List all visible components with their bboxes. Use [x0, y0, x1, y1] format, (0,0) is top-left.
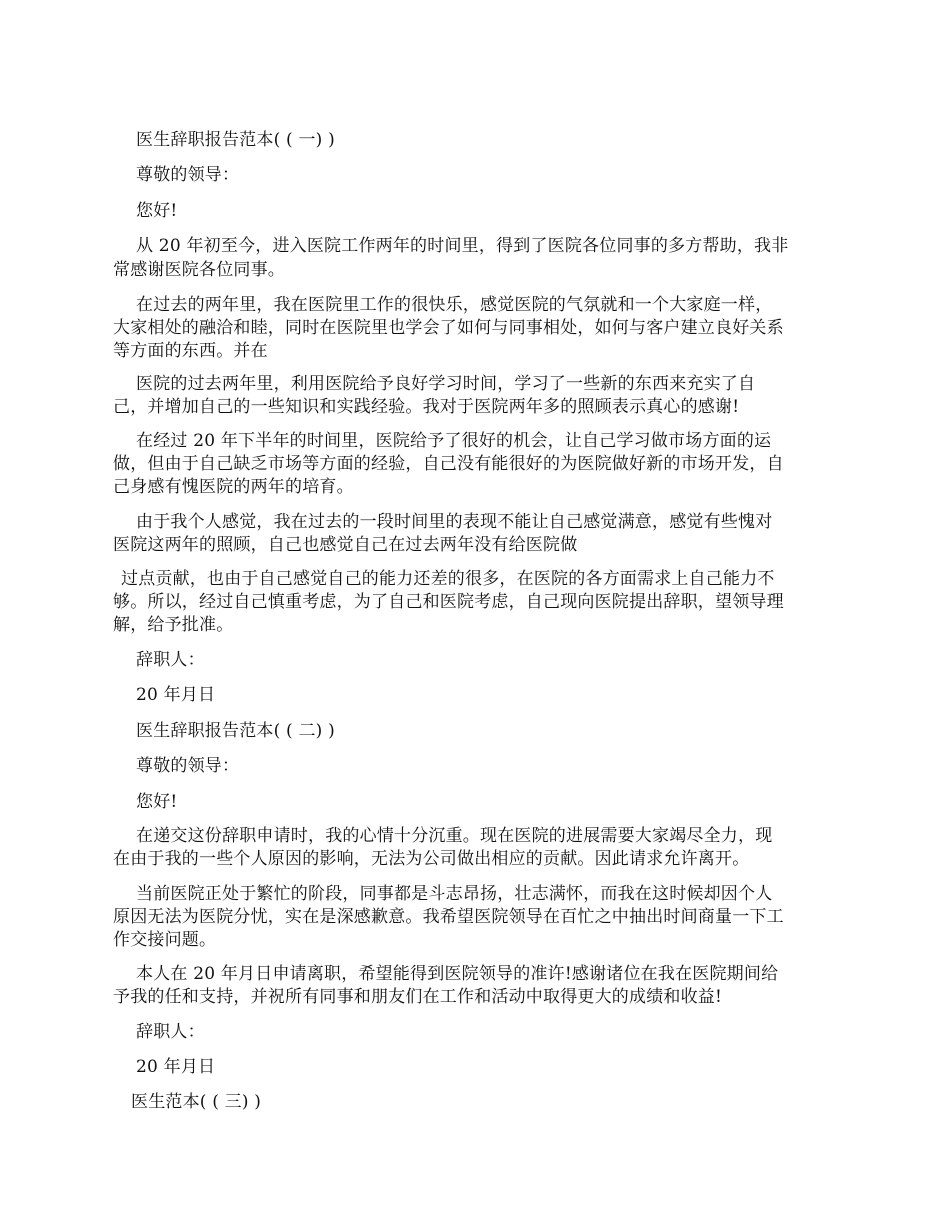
paragraph-line: 己，并增加自己的一些知识和实践经验。我对于医院两年多的照顾表示真心的感谢! — [113, 397, 740, 417]
paragraph-line: 医院的过去两年里，利用医院给予良好学习时间，学习了一些新的东西来充实了自 — [136, 374, 756, 394]
date-line-2: 20 年月日 — [136, 1057, 216, 1077]
date-line-1: 20 年月日 — [136, 685, 216, 705]
paragraph-line: 在由于我的一些个人原因的影响，无法为公司做出相应的贡献。因此请求允许离开。 — [113, 849, 750, 869]
paragraph-line: 在递交这份辞职申请时，我的心情十分沉重。现在医院的进展需要大家竭尽全力，现 — [136, 826, 773, 846]
signature-label-2: 辞职人： — [136, 1022, 205, 1042]
greeting-1: 您好! — [136, 201, 178, 221]
paragraph-line: 作交接问题。 — [113, 930, 217, 950]
paragraph-line: 常感谢医院各位同事。 — [113, 260, 285, 280]
paragraph-line: 己身感有愧医院的两年的培育。 — [113, 477, 354, 497]
section-heading-1: 医生辞职报告范本( ( 一) ) — [136, 130, 335, 150]
paragraph-line: 大家相处的融洽和睦，同时在医院里也学会了如何与同事相处，如何与客户建立良好关系 — [113, 318, 784, 338]
greeting-2: 您好! — [136, 792, 178, 812]
paragraph-line: 解，给予批准。 — [113, 615, 234, 635]
paragraph-line: 做，但由于自己缺乏市场等方面的经验，自己没有能很好的为医院做好新的市场开发，自 — [113, 454, 784, 474]
paragraph-line: 在过去的两年里，我在医院里工作的很快乐，感觉医院的气氛就和一个大家庭一样， — [136, 295, 773, 315]
salutation-2: 尊敬的领导： — [136, 756, 240, 776]
paragraph-line: 从 20 年初至今，进入医院工作两年的时间里，得到了医院各位同事的多方帮助，我非 — [136, 236, 789, 256]
paragraph-line: 原因无法为医院分忧，实在是深感歉意。我希望医院领导在百忙之中抽出时间商量一下工 — [113, 907, 784, 927]
paragraph-line: 予我的任和支持，并祝所有同事和朋友们在工作和活动中取得更大的成绩和收益! — [113, 987, 723, 1007]
salutation-1: 尊敬的领导： — [136, 165, 240, 185]
paragraph-line: 在经过 20 年下半年的时间里，医院给予了很好的机会，让自己学习做市场方面的运 — [136, 431, 772, 451]
signature-label-1: 辞职人： — [136, 650, 205, 670]
paragraph-line: 本人在 20 年月日申请离职，希望能得到医院领导的准许!感谢诸位在我在医院期间给 — [136, 964, 779, 984]
paragraph-line: 由于我个人感觉，我在过去的一段时间里的表现不能让自己感觉满意，感觉有些愧对 — [136, 512, 773, 532]
section-heading-3: 医生范本( ( 三) ) — [131, 1092, 262, 1112]
section-heading-2: 医生辞职报告范本( ( 二) ) — [136, 721, 335, 741]
paragraph-line: 当前医院正处于繁忙的阶段，同事都是斗志昂扬，壮志满怀，而我在这时候却因个人 — [136, 884, 773, 904]
paragraph-line: 等方面的东西。并在 — [113, 341, 268, 361]
paragraph-line: 过点贡献，也由于自己感觉自己的能力还差的很多，在医院的各方面需求上自己能力不 — [121, 569, 775, 589]
paragraph-line: 够。所以，经过自己慎重考虑，为了自己和医院考虑，自己现向医院提出辞职，望领导理 — [113, 592, 784, 612]
paragraph-line: 医院这两年的照顾，自己也感觉自己在过去两年没有给医院做 — [113, 535, 578, 555]
